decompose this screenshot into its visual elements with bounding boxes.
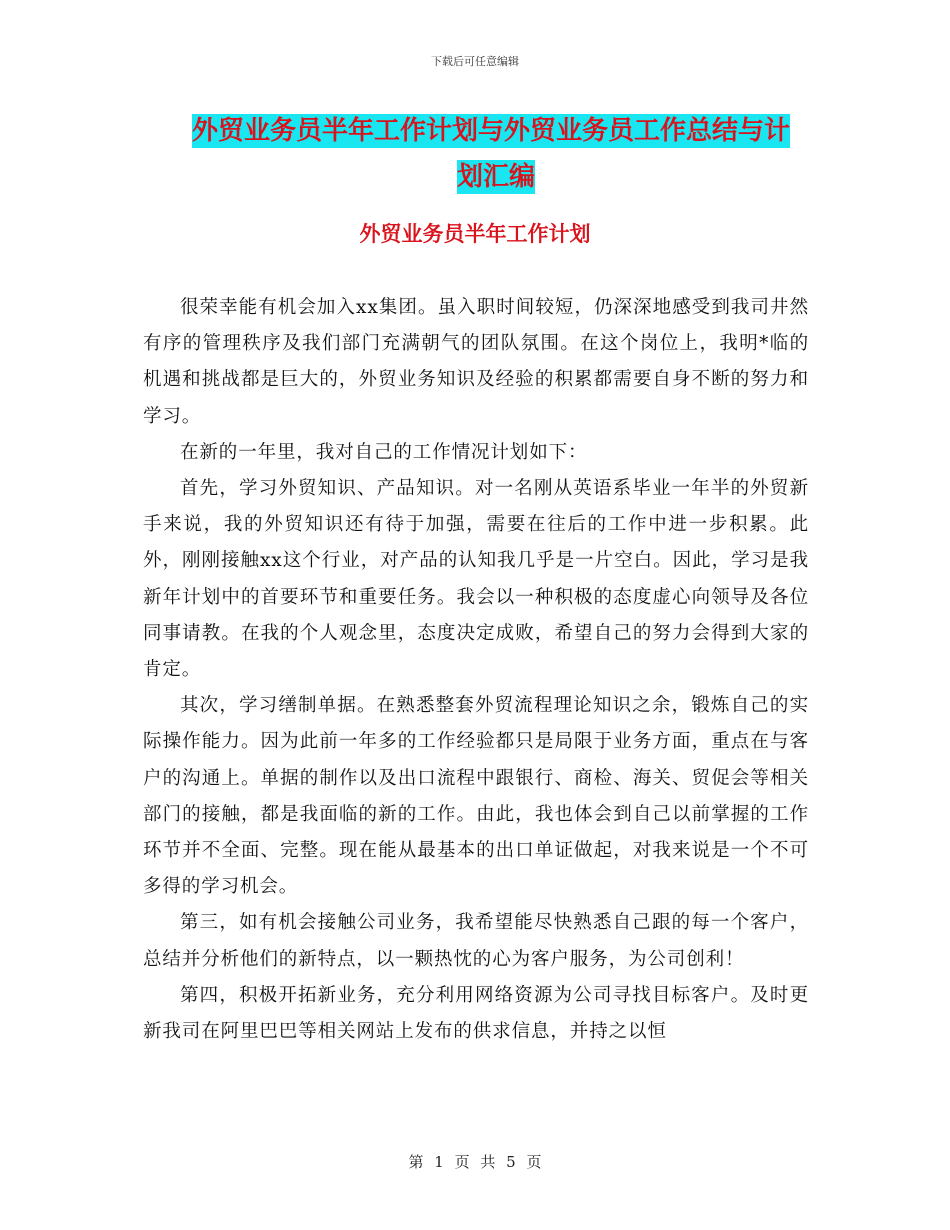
- title-line-1: 外贸业务员半年工作计划与外贸业务员工作总结与计: [192, 116, 791, 146]
- title-line-2: 划汇编: [456, 162, 535, 192]
- header-note: 下载后可任意编辑: [431, 55, 519, 68]
- page-footer: 第 1 页 共 5 页: [408, 1153, 542, 1171]
- paragraph: 在新的一年里，我对自己的工作情况计划如下：: [180, 441, 588, 463]
- paragraph: 首先，学习外贸知识、产品知识。对一名刚从英语系毕业一年半的外贸新手来说，我的外贸知识还有待于加强，需要在往后的工作中进一步积累。此外，刚刚接触xx这个行业，对产品的认知我几乎是一片空白。因此，学习是我新年计划中的首要环节和重要任务。我会以一种积极的态度虚心向领导及各位同事请教。在我的个人观念里，态度决定成败，希望自己的努力会得到大家的肯定。: [143, 478, 809, 681]
- section-title: 外贸业务员半年工作计划: [359, 222, 591, 246]
- paragraph: 很荣幸能有机会加入xx集团。虽入职时间较短，仍深深地感受到我司井然有序的管理秩序及我们部门充满朝气的团队氛围。在这个岗位上，我明*临的机遇和挑战都是巨大的，外贸业务知识及经验的积累都需要自身不断的努力和学习。: [143, 297, 809, 427]
- paragraph: 其次，学习缮制单据。在熟悉整套外贸流程理论知识之余，锻炼自己的实际操作能力。因为此前一年多的工作经验都只是局限于业务方面，重点在与客户的沟通上。单据的制作以及出口流程中跟银行、商检、海关、贸促会等相关部门的接触，都是我面临的新的工作。由此，我也体会到自己以前掌握的工作环节并不全面、完整。现在能从最基本的出口单证做起，对我来说是一个不可多得的学习机会。: [143, 695, 809, 898]
- document-body: [143, 290, 809, 1050]
- paragraph: 第四，积极开拓新业务，充分利用网络资源为公司寻找目标客户。及时更新我司在阿里巴巴等相关网站上发布的供求信息，并持之以恒: [143, 984, 809, 1043]
- document-title: [192, 108, 812, 200]
- paragraph: 第三，如有机会接触公司业务，我希望能尽快熟悉自己跟的每一个客户，总结并分析他们的新特点，以一颗热忱的心为客户服务，为公司创利！: [143, 912, 809, 970]
